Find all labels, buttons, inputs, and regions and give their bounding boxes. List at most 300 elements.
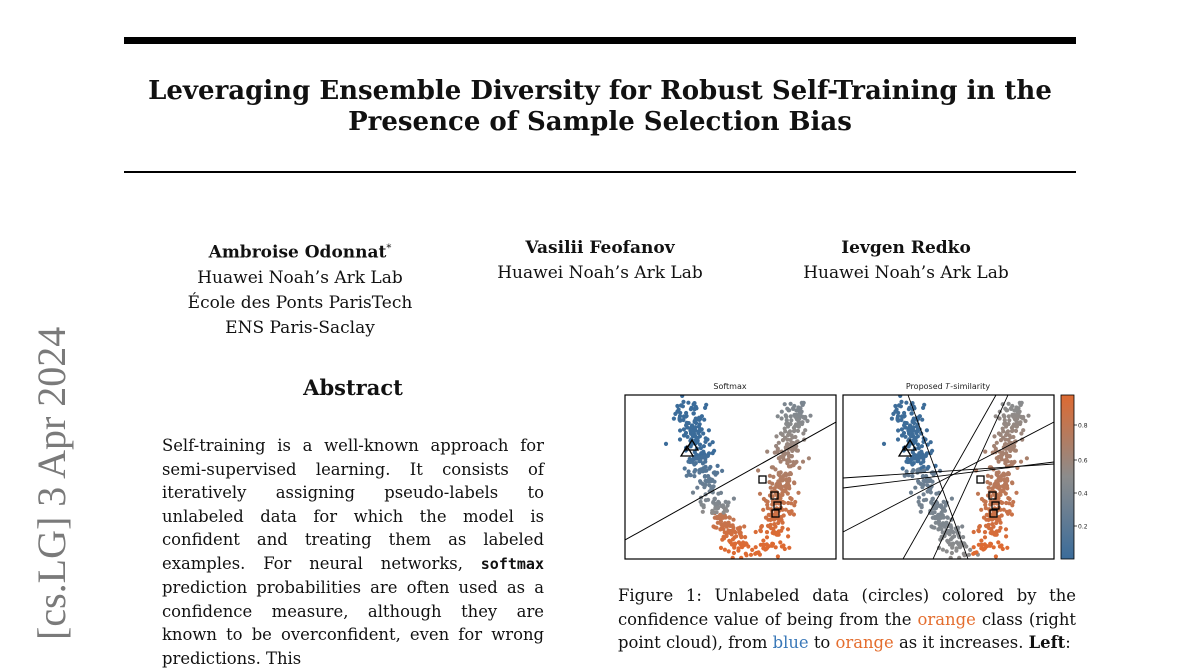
scatter-point xyxy=(1000,501,1004,505)
scatter-point xyxy=(897,403,901,407)
scatter-point xyxy=(672,417,676,421)
scatter-point xyxy=(744,553,748,557)
scatter-point xyxy=(699,446,703,450)
scatter-point xyxy=(977,529,981,533)
scatter-point xyxy=(922,403,926,407)
scatter-point xyxy=(950,544,954,548)
scatter-point xyxy=(1007,414,1011,418)
scatter-point xyxy=(893,404,897,408)
top-rule xyxy=(124,37,1076,44)
scatter-point xyxy=(715,471,719,475)
scatter-point xyxy=(684,423,688,427)
scatter-point xyxy=(955,540,959,544)
scatter-point xyxy=(759,529,763,533)
scatter-point xyxy=(767,480,771,484)
colorbar-tick-label: 0.8 xyxy=(1078,422,1088,430)
scatter-point xyxy=(796,419,800,423)
scatter-point xyxy=(901,466,905,470)
scatter-point xyxy=(694,417,698,421)
scatter-point xyxy=(761,539,765,543)
scatter-point xyxy=(706,479,710,483)
scatter-point xyxy=(987,486,991,490)
scatter-point xyxy=(934,492,938,496)
scatter-point xyxy=(999,521,1003,525)
scatter-point xyxy=(777,473,781,477)
scatter-point xyxy=(994,554,998,558)
scatter-point xyxy=(758,492,762,496)
boundary-line xyxy=(843,422,1054,532)
caption-text: class (right point cloud), from xyxy=(618,609,1076,652)
scatter-point xyxy=(1003,407,1007,411)
scatter-point xyxy=(910,429,914,433)
scatter-point xyxy=(1014,491,1018,495)
scatter-point xyxy=(731,518,735,522)
scatter-point xyxy=(1004,457,1008,461)
scatter-point xyxy=(1002,472,1006,476)
figure-svg xyxy=(618,380,1088,570)
scatter-point xyxy=(728,540,732,544)
scatter-point xyxy=(783,436,787,440)
scatter-point xyxy=(1009,407,1013,411)
scatter-point xyxy=(754,545,758,549)
scatter-point xyxy=(765,450,769,454)
scatter-point xyxy=(678,416,682,420)
scatter-point xyxy=(696,389,700,393)
scatter-point xyxy=(998,432,1002,436)
scatter-point xyxy=(991,525,995,529)
arxiv-stamp: [cs.LG] 3 Apr 2024 xyxy=(29,326,74,640)
scatter-point xyxy=(983,546,987,550)
scatter-point xyxy=(972,545,976,549)
scatter-point xyxy=(984,506,988,510)
scatter-point xyxy=(1012,415,1016,419)
scatter-point xyxy=(702,454,706,458)
scatter-point xyxy=(786,457,790,461)
scatter-point xyxy=(920,418,924,422)
scatter-point xyxy=(723,548,727,552)
scatter-point xyxy=(787,546,791,550)
scatter-point xyxy=(684,415,688,419)
scatter-point xyxy=(911,425,915,429)
scatter-point xyxy=(774,545,778,549)
scatter-point xyxy=(784,472,788,476)
scatter-point xyxy=(781,454,785,458)
scatter-point xyxy=(774,531,778,535)
scatter-point xyxy=(704,403,708,407)
scatter-point xyxy=(800,420,804,424)
scatter-point xyxy=(750,548,754,552)
abstract-text xyxy=(162,434,544,670)
scatter-point xyxy=(933,516,937,520)
scatter-point xyxy=(689,407,693,411)
scatter-point xyxy=(918,414,922,418)
author-affiliation: École des Ponts ParisTech xyxy=(187,292,413,313)
scatter-point xyxy=(789,418,793,422)
scatter-point xyxy=(782,501,786,505)
scatter-point xyxy=(1020,401,1024,405)
scatter-point xyxy=(1018,420,1022,424)
scatter-point xyxy=(784,415,788,419)
scatter-point xyxy=(675,410,679,414)
scatter-point xyxy=(922,492,926,496)
scatter-point xyxy=(766,518,770,522)
left-scatter xyxy=(664,389,813,560)
scatter-point xyxy=(1003,442,1007,446)
scatter-point xyxy=(777,518,781,522)
scatter-point xyxy=(992,531,996,535)
scatter-point xyxy=(917,451,921,455)
scatter-point xyxy=(950,551,954,555)
scatter-point xyxy=(1018,410,1022,414)
scatter-point xyxy=(701,510,705,514)
scatter-point xyxy=(697,470,701,474)
scatter-point xyxy=(734,534,738,538)
scatter-point xyxy=(951,530,955,534)
scatter-point xyxy=(727,549,731,553)
scatter-point xyxy=(1025,456,1029,460)
panel-right-title: Proposed 𝑇-similarity xyxy=(905,382,991,391)
scatter-point xyxy=(946,516,950,520)
scatter-point xyxy=(882,442,886,446)
scatter-point xyxy=(725,521,729,525)
author-affiliation: Huawei Noah’s Ark Lab xyxy=(803,263,1009,283)
scatter-point xyxy=(905,469,909,473)
scatter-point xyxy=(722,536,726,540)
scatter-point xyxy=(1008,509,1012,513)
scatter-point xyxy=(760,524,764,528)
scatter-point xyxy=(712,449,716,453)
scatter-point xyxy=(678,428,682,432)
author-name: Vasilii Feofanov xyxy=(525,238,675,258)
scatter-point xyxy=(904,401,908,405)
scatter-point xyxy=(922,498,926,502)
scatter-point xyxy=(974,550,978,554)
scatter-point xyxy=(789,464,793,468)
scatter-point xyxy=(777,441,781,445)
scatter-point xyxy=(917,446,921,450)
scatter-point xyxy=(780,493,784,497)
scatter-point xyxy=(982,499,986,503)
scatter-point xyxy=(793,500,797,504)
colorbar xyxy=(1061,395,1074,559)
scatter-point xyxy=(715,516,719,520)
scatter-point xyxy=(919,510,923,514)
scatter-point xyxy=(679,403,683,407)
scatter-point xyxy=(995,518,999,522)
scatter-point xyxy=(684,431,688,435)
scatter-point xyxy=(692,411,696,415)
scatter-point xyxy=(921,460,925,464)
scatter-point xyxy=(997,460,1001,464)
scatter-point xyxy=(983,535,987,539)
scatter-point xyxy=(1020,416,1024,420)
scatter-point xyxy=(992,444,996,448)
scatter-point xyxy=(1015,414,1019,418)
scatter-point xyxy=(702,485,706,489)
scatter-point xyxy=(732,551,736,555)
scatter-point xyxy=(733,530,737,534)
scatter-point xyxy=(1001,436,1005,440)
scatter-point xyxy=(784,489,788,493)
scatter-point xyxy=(719,546,723,550)
scatter-point xyxy=(800,410,804,414)
scatter-point xyxy=(692,470,696,474)
scatter-point xyxy=(742,524,746,528)
scatter-point xyxy=(788,429,792,433)
scatter-point xyxy=(704,436,708,440)
scatter-point xyxy=(1004,527,1008,531)
scatter-point xyxy=(782,513,786,517)
scatter-point xyxy=(902,411,906,415)
scatter-point xyxy=(967,553,971,557)
scatter-point xyxy=(890,417,894,421)
scatter-point xyxy=(910,411,914,415)
scatter-point xyxy=(902,423,906,427)
scatter-point xyxy=(926,465,930,469)
scatter-point xyxy=(675,404,679,408)
scatter-point xyxy=(1000,451,1004,455)
scatter-point xyxy=(913,486,917,490)
scatter-point xyxy=(938,526,942,530)
scatter-point xyxy=(791,407,795,411)
scatter-point xyxy=(906,428,910,432)
scatter-point xyxy=(738,527,742,531)
author-3 xyxy=(776,236,1036,286)
scatter-point xyxy=(737,540,741,544)
scatter-point xyxy=(707,451,711,455)
scatter-point xyxy=(687,469,691,473)
scatter-point xyxy=(961,535,965,539)
scatter-point xyxy=(900,427,904,431)
scatter-point xyxy=(773,525,777,529)
scatter-point xyxy=(1011,435,1015,439)
scatter-point xyxy=(1002,489,1006,493)
author-affiliation: Huawei Noah’s Ark Lab xyxy=(497,263,703,283)
caption-text: to xyxy=(808,633,836,652)
scatter-point xyxy=(795,423,799,427)
scatter-point xyxy=(728,516,732,520)
scatter-point xyxy=(765,530,769,534)
scatter-point xyxy=(756,550,760,554)
figure-1 xyxy=(618,380,1088,570)
scatter-point xyxy=(944,503,948,507)
scatter-point xyxy=(978,524,982,528)
scatter-point xyxy=(936,513,940,517)
caption-bold-word: Left xyxy=(1028,633,1066,652)
scatter-point xyxy=(693,425,697,429)
scatter-point xyxy=(664,442,668,446)
scatter-point xyxy=(790,509,794,513)
caption-text: as it increases. xyxy=(893,633,1029,652)
scatter-point xyxy=(785,442,789,446)
scatter-point xyxy=(902,431,906,435)
title-line-1: Leveraging Ensemble Diversity for Robust Self-Training in the xyxy=(148,76,1052,106)
scatter-point xyxy=(1010,480,1014,484)
scatter-point xyxy=(903,435,907,439)
scatter-point xyxy=(1011,461,1015,465)
scatter-point xyxy=(802,401,806,405)
scatter-point xyxy=(790,497,794,501)
caption-orange-word: orange xyxy=(835,633,894,652)
scatter-point xyxy=(703,460,707,464)
author-2 xyxy=(470,236,730,286)
scatter-point xyxy=(968,548,972,552)
scatter-point xyxy=(916,459,920,463)
scatter-point xyxy=(707,483,711,487)
scatter-point xyxy=(808,414,812,418)
scatter-point xyxy=(910,462,914,466)
scatter-point xyxy=(783,547,787,551)
scatter-point xyxy=(802,416,806,420)
scatter-point xyxy=(759,543,763,547)
scatter-point xyxy=(725,509,729,513)
scatter-point xyxy=(707,428,711,432)
panel-left-title: Softmax xyxy=(713,382,747,391)
scatter-point xyxy=(1000,513,1004,517)
scatter-point xyxy=(769,486,773,490)
scatter-point xyxy=(943,521,947,525)
scatter-point xyxy=(1001,484,1005,488)
scatter-point xyxy=(912,457,916,461)
scatter-point xyxy=(696,436,700,440)
scatter-point xyxy=(977,543,981,547)
scatter-point xyxy=(702,418,706,422)
scatter-point xyxy=(794,415,798,419)
scatter-point xyxy=(1007,418,1011,422)
scatter-point xyxy=(780,416,784,420)
scatter-point xyxy=(714,502,718,506)
scatter-point xyxy=(801,460,805,464)
scatter-point xyxy=(786,534,790,538)
scatter-point xyxy=(776,414,780,418)
scatter-point xyxy=(698,459,702,463)
scatter-point xyxy=(1010,428,1014,432)
scatter-point xyxy=(995,473,999,477)
author-affiliation: Huawei Noah’s Ark Lab xyxy=(197,267,403,288)
scatter-point xyxy=(909,491,913,495)
scatter-point xyxy=(803,428,807,432)
scatter-point xyxy=(732,497,736,501)
scatter-point xyxy=(916,479,920,483)
scatter-point xyxy=(695,486,699,490)
scatter-point xyxy=(934,506,938,510)
scatter-point xyxy=(761,508,765,512)
paper-title xyxy=(124,76,1076,138)
scatter-point xyxy=(682,427,686,431)
scatter-point xyxy=(1026,414,1030,418)
scatter-point xyxy=(1009,448,1013,452)
scatter-point xyxy=(743,535,747,539)
scatter-point xyxy=(694,457,698,461)
scatter-point xyxy=(720,469,724,473)
scatter-point xyxy=(703,440,707,444)
scatter-point xyxy=(995,441,999,445)
scatter-point xyxy=(989,475,993,479)
scatter-point xyxy=(1011,500,1015,504)
scatter-point xyxy=(998,526,1002,530)
caption-blue-word: blue xyxy=(772,633,809,652)
abstract-part-2: prediction probabilities are often used as a confidence measure, although they are known to be overconfident, even for wrong predictions. This xyxy=(162,578,544,668)
scatter-point xyxy=(950,497,954,501)
scatter-point xyxy=(996,540,1000,544)
scatter-point xyxy=(930,449,934,453)
scatter-point xyxy=(737,546,741,550)
scatter-point xyxy=(796,491,800,495)
scatter-point xyxy=(789,414,793,418)
scatter-point xyxy=(685,474,689,478)
scatter-point xyxy=(979,508,983,512)
author-name: Ambroise Odonnat xyxy=(208,242,387,263)
scatter-point xyxy=(708,465,712,469)
scatter-point xyxy=(710,511,714,515)
scatter-point xyxy=(992,434,996,438)
scatter-point xyxy=(912,417,916,421)
scatter-point xyxy=(1014,429,1018,433)
scatter-point xyxy=(683,466,687,470)
scatter-point xyxy=(726,503,730,507)
scatter-point xyxy=(778,540,782,544)
scatter-point xyxy=(972,530,976,534)
scatter-point xyxy=(896,416,900,420)
scatter-point xyxy=(684,411,688,415)
scatter-point xyxy=(1005,546,1009,550)
scatter-point xyxy=(999,454,1003,458)
scatter-point xyxy=(704,498,708,502)
scatter-point xyxy=(779,460,783,464)
scatter-point xyxy=(945,549,949,553)
scatter-point xyxy=(792,428,796,432)
scatter-point xyxy=(1021,428,1025,432)
scatter-point xyxy=(797,414,801,418)
scatter-point xyxy=(1013,423,1017,427)
scatter-point xyxy=(791,448,795,452)
scatter-point xyxy=(907,407,911,411)
scatter-point xyxy=(1013,448,1017,452)
scatter-point xyxy=(783,402,787,406)
scatter-point xyxy=(784,478,788,482)
scatter-point xyxy=(906,457,910,461)
scatter-point xyxy=(917,496,921,500)
scatter-point xyxy=(714,526,718,530)
scatter-point xyxy=(916,443,920,447)
abstract-heading: Abstract xyxy=(303,375,403,400)
scatter-point xyxy=(938,469,942,473)
caption-text: : xyxy=(1065,633,1071,652)
author-1 xyxy=(170,236,430,341)
scatter-point xyxy=(946,540,950,544)
scatter-point xyxy=(920,485,924,489)
scatter-point xyxy=(792,480,796,484)
scatter-point xyxy=(765,546,769,550)
scatter-point xyxy=(943,509,947,513)
scatter-point xyxy=(983,450,987,454)
scatter-point xyxy=(988,544,992,548)
scatter-point xyxy=(701,431,705,435)
scatter-point xyxy=(716,492,720,496)
scatter-point xyxy=(983,530,987,534)
scatter-point xyxy=(688,428,692,432)
scatter-point xyxy=(793,435,797,439)
abstract-part-1: Self-training is a well-known approach for semi-supervised learning. It consists of iteratively assigning pseudo-labels to unlabeled data for which the model is confident and treating them as labeled examples. For neural networks, xyxy=(162,436,544,573)
scatter-point xyxy=(708,443,712,447)
right-scatter xyxy=(882,389,1031,560)
scatter-point xyxy=(776,554,780,558)
scatter-point xyxy=(955,546,959,550)
scatter-point xyxy=(786,501,790,505)
scatter-point xyxy=(979,539,983,543)
scatter-point xyxy=(756,468,760,472)
boundary-line xyxy=(843,464,1054,478)
